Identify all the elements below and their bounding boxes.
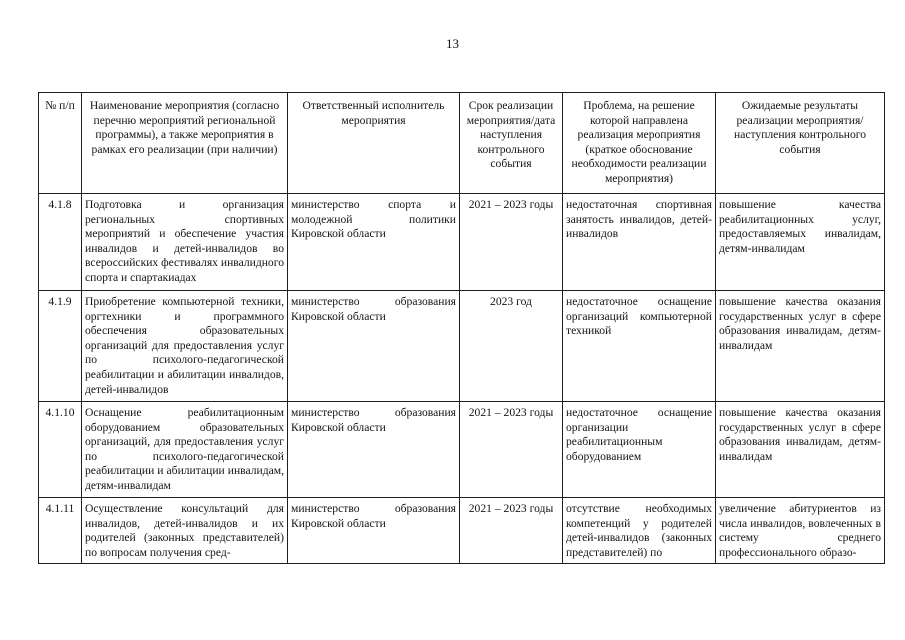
header-measure-name: Наименование мероприятия (согласно перечню мероприятий региональной программы), а также мероприятия в рамках его реализации (при наличии) [82, 93, 288, 194]
cell-executor: министерство спорта и молодежной политики Кировской области [288, 194, 460, 291]
cell-number: 4.1.8 [39, 194, 82, 291]
cell-problem: недостаточное оснащение организации реабилитационным оборудованием [563, 402, 716, 498]
cell-expected-result: увеличение абитуриентов из числа инвалидов, вовлеченных в систему среднего профессионального образо- [716, 498, 885, 564]
header-term: Срок реализации мероприятия/дата наступления контрольного события [460, 93, 563, 194]
header-expected-result: Ожидаемые результаты реализации мероприятия/наступления контрольного события [716, 93, 885, 194]
header-number: № п/п [39, 93, 82, 194]
cell-measure-name: Осуществление консультаций для инвалидов, детей-инвалидов и их родителей (законных представителей) по вопросам получения сред- [82, 498, 288, 564]
cell-measure-name: Подготовка и организация региональных спортивных мероприятий и обеспечение участия инвалидов и детей-инвалидов во всероссийских фестивалях инвалидного спорта и спартакиадах [82, 194, 288, 291]
cell-executor: министерство образования Кировской области [288, 498, 460, 564]
cell-expected-result: повышение качества реабилитационных услуг, предоставляемых инвалидам, детям-инвалидам [716, 194, 885, 291]
cell-problem: недостаточное оснащение организаций компьютерной техникой [563, 291, 716, 402]
cell-expected-result: повышение качества оказания государственных услуг в сфере образования инвалидам, детям-инвалидам [716, 291, 885, 402]
table-row [39, 498, 885, 564]
table-row [39, 402, 885, 498]
cell-problem: недостаточная спортивная занятость инвалидов, детей-инвалидов [563, 194, 716, 291]
cell-term: 2021 – 2023 годы [460, 498, 563, 564]
cell-measure-name: Приобретение компьютерной техники, оргтехники и программного обеспечения образовательных организаций для предоставления услуг по психолого-педагогической реабилитации и абилитации инвалидов, детей-инвалидов [82, 291, 288, 402]
cell-executor: министерство образования Кировской области [288, 402, 460, 498]
cell-executor: министерство образования Кировской области [288, 291, 460, 402]
header-executor: Ответственный исполнитель мероприятия [288, 93, 460, 194]
table-row [39, 194, 885, 291]
cell-number: 4.1.10 [39, 402, 82, 498]
cell-measure-name: Оснащение реабилитационным оборудованием образовательных организаций, для предоставления услуг по психолого-педагогической реабилитации и абилитации инвалидам, детям-инвалидам [82, 402, 288, 498]
cell-problem: отсутствие необходимых компетенций у родителей детей-инвалидов (законных представителей) по [563, 498, 716, 564]
page-number: 13 [446, 36, 459, 51]
cell-term: 2021 – 2023 годы [460, 194, 563, 291]
cell-term: 2021 – 2023 годы [460, 402, 563, 498]
cell-term: 2023 год [460, 291, 563, 402]
header-problem: Проблема, на решение которой направлена реализация мероприятия (краткое обоснование необходимости реализации мероприятия) [563, 93, 716, 194]
cell-expected-result: повышение качества оказания государственных услуг в сфере образования инвалидам, детям-инвалидам [716, 402, 885, 498]
cell-number: 4.1.9 [39, 291, 82, 402]
measures-table [38, 92, 885, 564]
cell-number: 4.1.11 [39, 498, 82, 564]
table-header-row [39, 93, 885, 194]
table-row [39, 291, 885, 402]
